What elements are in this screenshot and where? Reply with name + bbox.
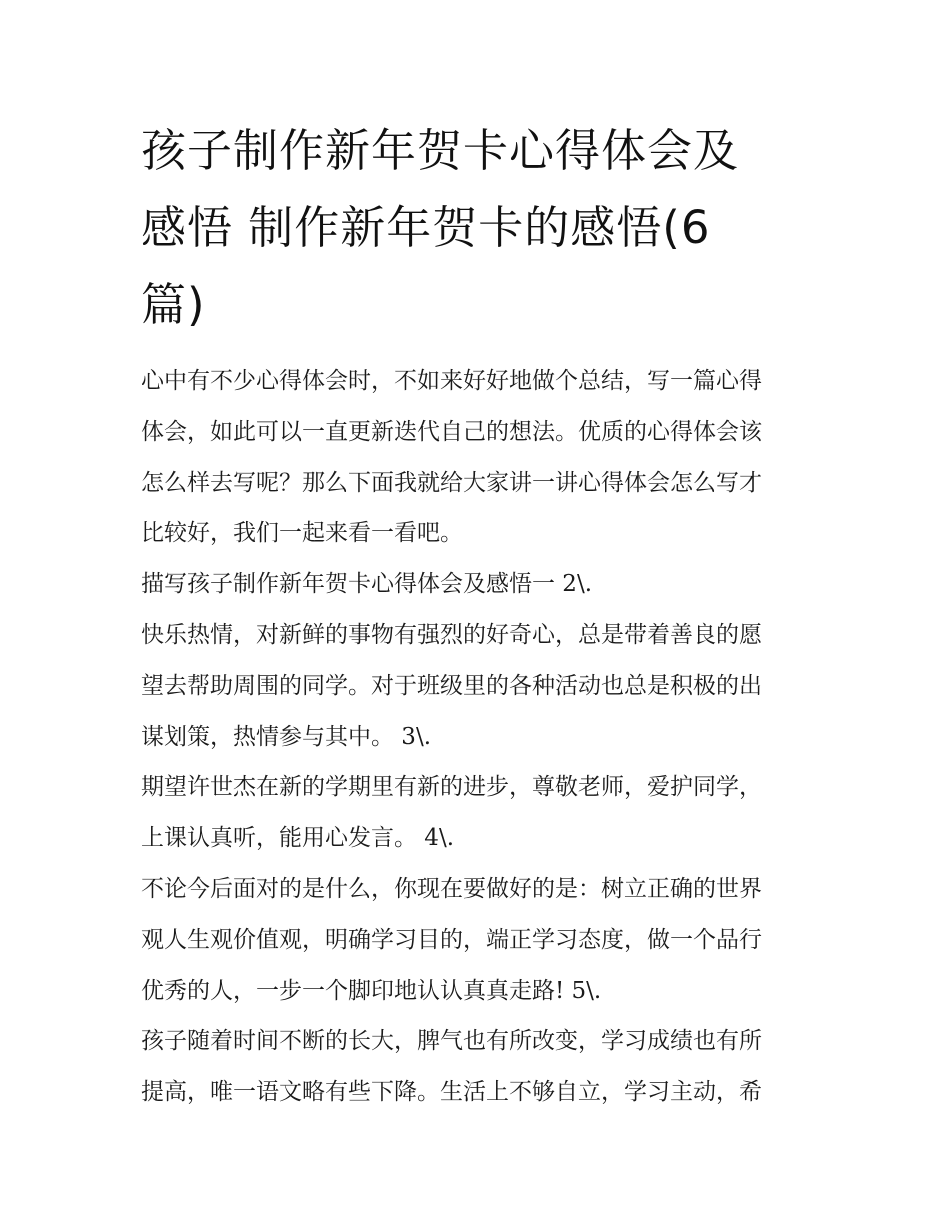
comment-paragraph <box>141 762 821 864</box>
document-title <box>141 112 821 343</box>
title-line: 孩子制作新年贺卡心得体会及 <box>141 124 740 177</box>
text-line: 不论今后面对的是什么，你现在要做好的是：树立正确的世界 <box>141 875 762 902</box>
intro-paragraph <box>141 356 821 559</box>
title-line: 篇) <box>141 278 206 331</box>
title-line: 感悟 制作新年贺卡的感悟(6 <box>141 201 711 254</box>
section-heading <box>141 559 821 610</box>
text-line: 上课认真听，能用心发言。 4\. <box>141 825 455 852</box>
document-body <box>141 356 821 1118</box>
text-line: 怎么样去写呢？那么下面我就给大家讲一讲心得体会怎么写才 <box>141 469 762 496</box>
text-line: 快乐热情，对新鲜的事物有强烈的好奇心，总是带着善良的愿 <box>141 621 762 648</box>
text-line: 提高，唯一语文略有些下降。生活上不够自立，学习主动，希 <box>141 1079 762 1106</box>
text-line: 观人生观价值观，明确学习目的，端正学习态度，做一个品行 <box>141 926 762 953</box>
comment-paragraph <box>141 864 821 1016</box>
text-line: 优秀的人，一步一个脚印地认认真真走路! 5\. <box>141 977 602 1004</box>
comment-paragraph <box>141 610 821 762</box>
text-line: 望去帮助周围的同学。对于班级里的各种活动也总是积极的出 <box>141 672 762 699</box>
text-line: 比较好，我们一起来看一看吧。 <box>141 520 463 547</box>
comment-paragraph <box>141 1016 821 1118</box>
text-line: 描写孩子制作新年贺卡心得体会及感悟一 2\. <box>141 571 593 598</box>
text-line: 体会，如此可以一直更新迭代自己的想法。优质的心得体会该 <box>141 418 762 445</box>
text-line: 谋划策，热情参与其中。 3\. <box>141 723 432 750</box>
text-line: 孩子随着时间不断的长大，脾气也有所改变，学习成绩也有所 <box>141 1028 762 1055</box>
text-line: 期望许世杰在新的学期里有新的进步，尊敬老师，爱护同学， <box>141 774 762 801</box>
text-line: 心中有不少心得体会时，不如来好好地做个总结，写一篇心得 <box>141 368 762 394</box>
